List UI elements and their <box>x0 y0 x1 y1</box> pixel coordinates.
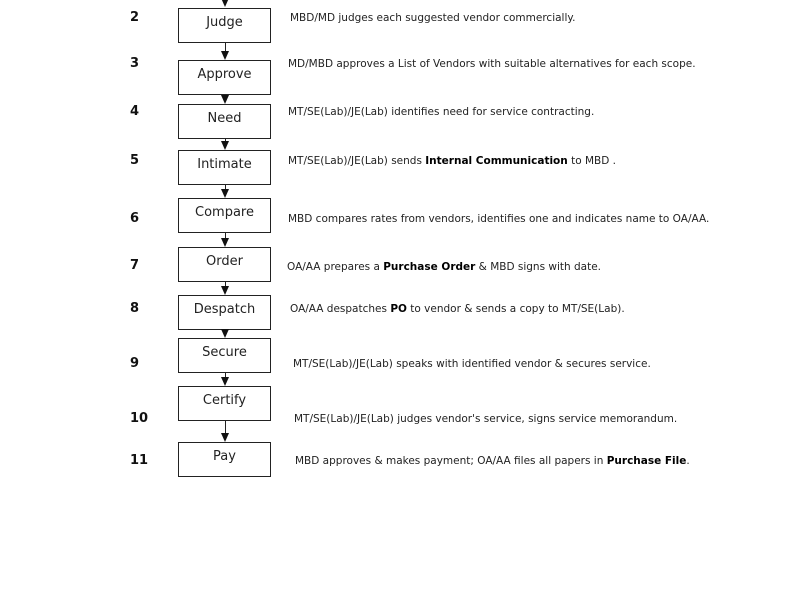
step-box-certify <box>178 386 271 421</box>
connector-arrow-icon <box>221 238 229 247</box>
step-description <box>288 58 696 70</box>
step-number: 4 <box>130 104 140 119</box>
connector-arrow-icon <box>221 95 229 104</box>
description-text: . <box>686 455 690 467</box>
step-box-judge <box>178 8 271 43</box>
step-description <box>290 303 625 315</box>
description-text: to MBD . <box>567 155 616 167</box>
connector-arrow-icon <box>221 329 229 338</box>
connector-arrow-icon <box>221 189 229 198</box>
step-box-secure <box>178 338 271 373</box>
step-number: 9 <box>130 356 140 371</box>
step-number: 7 <box>130 258 140 273</box>
step-box-intimate <box>178 150 271 185</box>
step-description <box>287 261 601 273</box>
step-description <box>294 413 677 425</box>
step-description <box>295 455 690 467</box>
description-bold-term: Internal Communication <box>425 155 568 167</box>
step-box-despatch <box>178 295 271 330</box>
step-description <box>288 213 709 225</box>
step-number: 5 <box>130 153 140 168</box>
description-bold-term: Purchase Order <box>383 261 476 273</box>
description-text: MT/SE(Lab)/JE(Lab) judges vendor's service, signs service memorandum. <box>294 413 678 425</box>
step-description <box>290 12 575 24</box>
connector-arrow-icon <box>221 286 229 295</box>
step-description <box>288 106 594 118</box>
step-description <box>288 155 616 167</box>
connector-arrow-icon <box>221 141 229 150</box>
connector-arrow-icon <box>221 0 229 7</box>
step-label: Judge <box>206 15 243 30</box>
connector-arrow-icon <box>221 377 229 386</box>
step-label: Approve <box>197 67 252 82</box>
step-label: Need <box>207 111 242 126</box>
step-number: 11 <box>130 453 149 468</box>
step-box-approve <box>178 60 271 95</box>
description-text: MBD/MD judges each suggested vendor commercially. <box>290 12 576 24</box>
description-text: MT/SE(Lab)/JE(Lab) identifies need for service contracting. <box>288 106 595 118</box>
description-bold-term: PO <box>390 303 407 315</box>
description-bold-term: Purchase File <box>606 455 687 467</box>
connector-arrow-icon <box>221 433 229 442</box>
step-box-order <box>178 247 271 282</box>
step-number: 10 <box>130 411 149 426</box>
description-text: MT/SE(Lab)/JE(Lab) speaks with identified vendor & secures service. <box>293 358 651 370</box>
step-label: Compare <box>195 205 254 220</box>
step-box-compare <box>178 198 271 233</box>
step-label: Certify <box>202 393 247 408</box>
description-text: MBD approves & makes payment; OA/AA files all papers in <box>295 455 607 467</box>
description-text: to vendor & sends a copy to MT/SE(Lab). <box>406 303 625 315</box>
step-label: Intimate <box>197 157 252 172</box>
step-number: 8 <box>130 301 140 316</box>
description-text: & MBD signs with date. <box>475 261 602 273</box>
step-number: 6 <box>130 211 140 226</box>
step-label: Order <box>206 254 243 269</box>
description-text: OA/AA despatches <box>290 303 391 315</box>
step-box-pay <box>178 442 271 477</box>
step-box-need <box>178 104 271 139</box>
description-text: MBD compares rates from vendors, identifies one and indicates name to OA/AA. <box>288 213 710 225</box>
step-description <box>293 358 651 370</box>
description-text: MT/SE(Lab)/JE(Lab) sends <box>288 155 426 167</box>
step-label: Despatch <box>193 302 256 317</box>
description-text: MD/MBD approves a List of Vendors with suitable alternatives for each scope. <box>288 58 696 70</box>
step-label: Secure <box>202 345 247 360</box>
step-label: Pay <box>213 449 236 464</box>
description-text: OA/AA prepares a <box>287 261 384 273</box>
step-number: 2 <box>130 10 140 25</box>
step-number: 3 <box>130 56 140 71</box>
connector-arrow-icon <box>221 51 229 60</box>
